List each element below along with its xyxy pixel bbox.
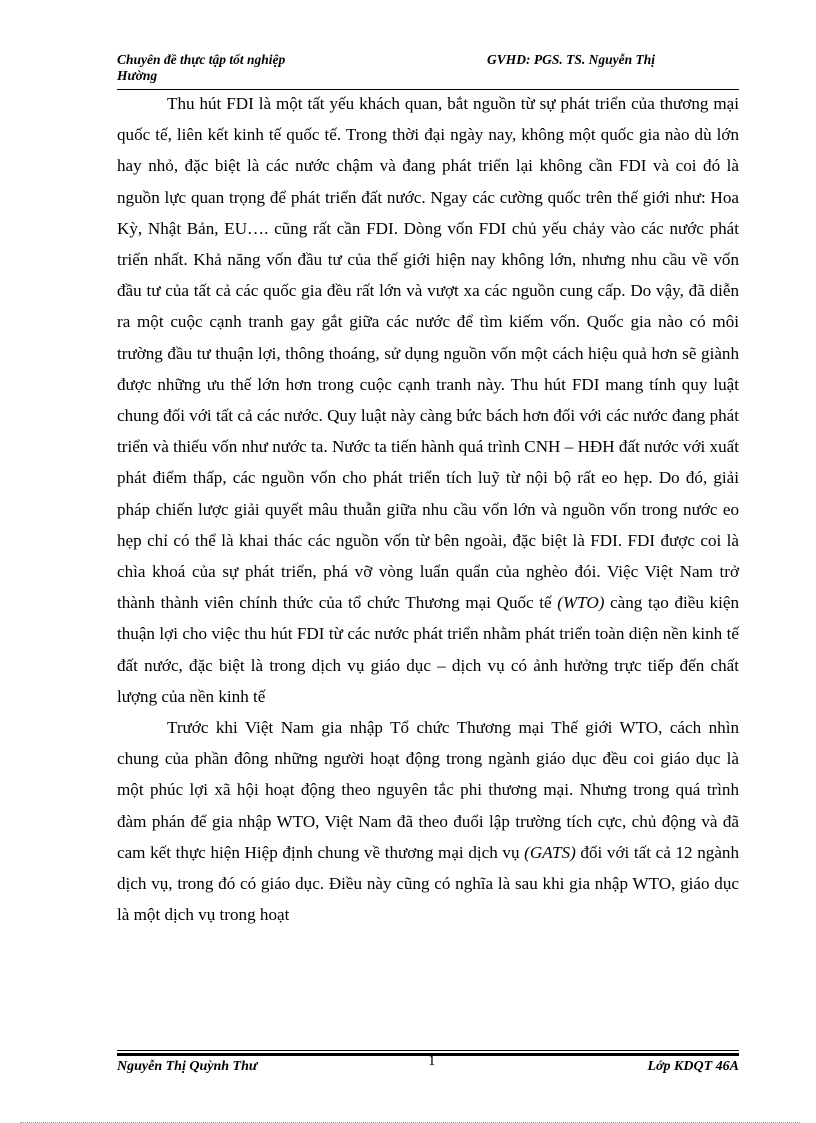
footer-class: Lớp KDQT 46A — [647, 1059, 739, 1074]
header-left — [117, 52, 285, 84]
wto-abbrev: (WTO) — [557, 593, 605, 613]
paragraph-fdi-text-1: Thu hút FDI là một tất yếu khách quan, bắt nguồn từ sự phát triển của thương mại quốc tế, liên kết kinh tế quốc tế. Trong thời đại ngày nay, không một quốc gia nào dù lớn hay nhỏ, đặc biệt là các nước chậm và đang phát triển lại không cần FDI và coi đó là nguồn lực quan trọng để phát triển đất nước. Ngay các cường quốc trên thế giới như: Hoa Kỳ, Nhật Bản, EU…. cũng rất cần FDI. Dòng vốn FDI chủ yếu chảy vào các nước phát triển nhất. Khả năng vốn đầu tư của thế giới hiện nay không lớn, nhưng nhu cầu về vốn đầu tư của tất cả các quốc gia đều rất lớn và vượt xa các nguồn cung cấp. Do vậy, đã diễn ra một cuộc cạnh tranh gay gắt giữa các nước để tìm kiếm vốn. Quốc gia nào có môi trường đầu tư thuận lợi, thông thoáng, sử dụng nguồn vốn một cách hiệu quả hơn sẽ giành được những ưu thế lớn hơn trong cuộc cạnh tranh này. Thu hút FDI mang tính quy luật chung đối với tất cả các nước. Quy luật này càng bức bách hơn đối với các nước đang phát triển và thiếu vốn như nước ta. Nước ta tiến hành quá trình CNH – HĐH đất nước với xuất phát điểm thấp, các nguồn vốn cho phát triển tích luỹ từ nội bộ rất eo hẹp. Do đó, giải pháp chiến lược giải quyết mâu thuẫn giữa nhu cầu vốn lớn và nguồn vốn trong nước eo hẹp chỉ có thể là khai thác các nguồn vốn từ bên ngoài, đặc biệt là FDI. FDI được coi là chìa khoá của sự phát triển, phá vỡ vòng luẩn quẩn của nghèo đói. Việc Việt Nam trở thành thành viên chính thức của tổ chức Thương mại Quốc tế — [117, 94, 739, 613]
footer-rule-thin — [117, 1050, 739, 1051]
paragraph-wto-education — [117, 712, 739, 930]
paragraph-wto-text-1: Trước khi Việt Nam gia nhập Tổ chức Thương mại Thế giới WTO, cách nhìn chung của phần đông những người hoạt động trong ngành giáo dục đều coi giáo dục là một phúc lợi xã hội hoạt động theo nguyên tắc phi thương mại. Nhưng trong quá trình đàm phán để gia nhập WTO, Việt Nam đã theo đuổi lập trường tích cực, chủ động và đã cam kết thực hiện Hiệp định chung về thương mại dịch vụ — [117, 718, 739, 862]
footer-page-number: 1 — [428, 1053, 436, 1069]
header-course-title: Chuyên đề thực tập tốt nghiệp — [117, 52, 286, 67]
paragraph-wto-text-2: đối với tất cả 12 ngành dịch vụ, trong đó có giáo dục. Điều này cũng có nghĩa là sau khi gia nhập WTO, giáo dục là một dịch vụ trong hoạt — [117, 842, 739, 925]
page-header — [117, 52, 739, 88]
footer-author: Nguyễn Thị Quỳnh Thư — [117, 1059, 258, 1074]
header-supervisor-continuation: Hường — [117, 68, 158, 83]
gats-abbrev: (GATS) — [524, 842, 576, 862]
document-body — [117, 88, 739, 930]
paragraph-fdi — [117, 88, 739, 712]
header-supervisor: GVHD: PGS. TS. Nguyễn Thị — [487, 52, 656, 67]
paragraph-fdi-text-2: càng tạo điều kiện thuận lợi cho việc thu hút FDI từ các nước phát triển nhằm phát triển toàn diện nền kinh tế đất nước, đặc biệt là trong dịch vụ giáo dục – dịch vụ có ảnh hưởng trực tiếp đến chất lượng của nền kinh tế — [117, 593, 739, 706]
